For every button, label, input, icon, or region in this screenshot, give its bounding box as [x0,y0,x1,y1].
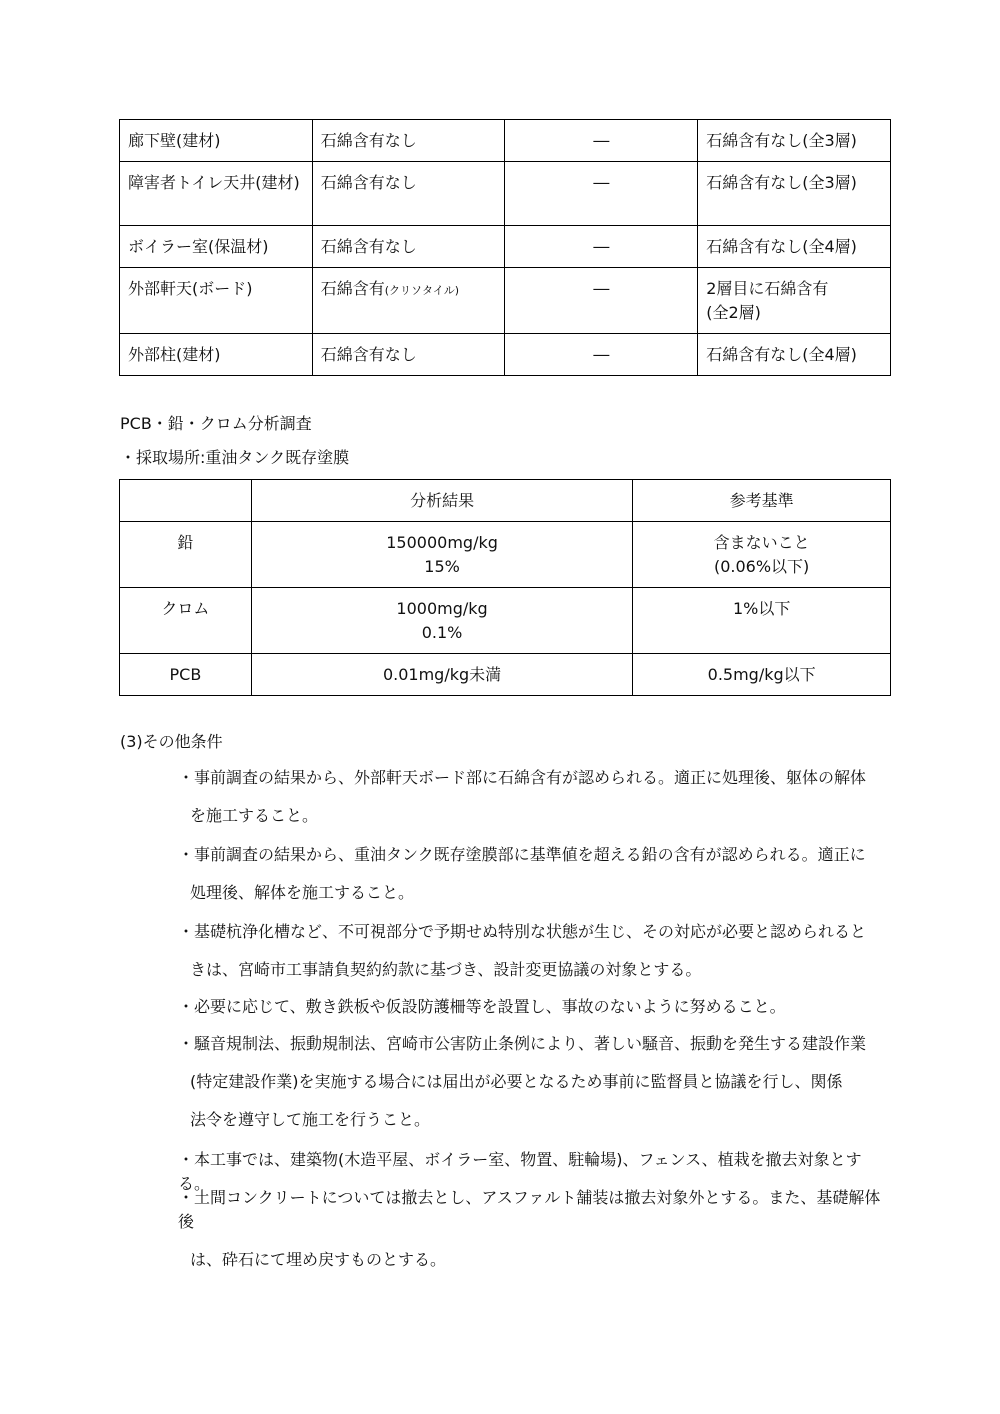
cell-location: 障害者トイレ天井(建材) [120,162,313,226]
cell-detail: 石綿含有なし(全3層) [698,120,891,162]
condition-line: ・騒音規制法、振動規制法、宮崎市公害防止条例により、著しい騒音、振動を発生する建設作業 [178,1034,867,1053]
cell-result [251,522,632,588]
analysis-table [119,479,891,696]
standard-line1: 0.5mg/kg以下 [707,665,816,684]
standard-line1: 含まないこと [713,533,810,552]
cell-result [312,268,505,334]
cell-location: 廊下壁(建材) [120,120,313,162]
cell-result: 石綿含有なし [312,226,505,268]
cell-result: 石綿含有なし [312,334,505,376]
result-line2: 0.1% [421,623,463,642]
header-empty [120,480,252,522]
cell-standard [633,588,891,654]
cell-note: ― [505,120,698,162]
pcb-section-title: PCB・鉛・クロム分析調査 [120,414,312,433]
cell-note: ― [505,268,698,334]
cell-item: PCB [120,654,252,696]
condition-line: ・事前調査の結果から、重油タンク既存塗膜部に基準値を超える鉛の含有が認められる。適正に [178,845,866,864]
standard-line2: (0.06%以下) [713,557,810,576]
result-line1: 150000mg/kg [386,533,498,552]
table-row [120,522,891,588]
condition-item [178,920,890,982]
header-result: 分析結果 [251,480,632,522]
table-row [120,162,891,226]
table-row [120,268,891,334]
cell-detail: 石綿含有なし(全3層) [698,162,891,226]
cell-result [251,588,632,654]
result-line1: 0.01mg/kg未満 [382,665,502,684]
cell-result [251,654,632,696]
other-conditions-title: (3)その他条件 [120,732,223,751]
cell-result: 石綿含有なし [312,120,505,162]
standard-line1: 1%以下 [732,599,791,618]
cell-note: ― [505,226,698,268]
condition-line: を施工すること。 [190,806,319,825]
condition-line: ・必要に応じて、敷き鉄板や仮設防護柵等を設置し、事故のないように努めること。 [178,997,786,1016]
cell-note: ― [505,162,698,226]
condition-item [178,995,890,1019]
table-row [120,588,891,654]
asbestos-table [119,119,891,376]
condition-item [178,1186,890,1272]
condition-line: (特定建設作業)を実施する場合には届出が必要となるため事前に監督員と協議を行し、関係 [190,1072,843,1091]
result-subtext: (クリソタイル) [384,284,460,297]
cell-note: ― [505,334,698,376]
cell-item: 鉛 [120,522,252,588]
condition-line: ・基礎杭浄化槽など、不可視部分で予期せぬ特別な状態が生じ、その対応が必要と認められると [178,922,867,941]
result-text: 石綿含有 [320,279,385,298]
condition-line: 法令を遵守して施工を行うこと。 [190,1110,431,1129]
cell-standard [633,654,891,696]
table-row [120,120,891,162]
cell-location: 外部軒天(ボード) [120,268,313,334]
detail-line2: (全2層) [706,303,761,322]
sampling-location: ・採取場所:重油タンク既存塗膜 [120,448,350,467]
cell-location: 外部柱(建材) [120,334,313,376]
cell-detail: 石綿含有なし(全4層) [698,226,891,268]
condition-line: ・本工事では、建築物(木造平屋、ボイラー室、物置、駐輪場)、フェンス、植栽を撤去対象とする。 [178,1150,862,1193]
cell-detail [698,268,891,334]
cell-detail: 石綿含有なし(全4層) [698,334,891,376]
cell-location: ボイラー室(保温材) [120,226,313,268]
result-line1: 1000mg/kg [396,599,488,618]
condition-line: 処理後、解体を施工すること。 [190,883,415,902]
condition-item [178,1032,890,1132]
condition-item [178,766,890,828]
cell-result: 石綿含有なし [312,162,505,226]
condition-line: ・事前調査の結果から、外部軒天ボード部に石綿含有が認められる。適正に処理後、躯体の解体 [178,768,867,787]
result-line2: 15% [424,557,460,576]
condition-line: は、砕石にて埋め戻すものとする。 [190,1250,447,1269]
condition-line: ・土間コンクリートについては撤去とし、アスファルト舗装は撤去対象外とする。また、基礎解体後 [178,1188,881,1231]
cell-item: クロム [120,588,252,654]
table-header-row [120,480,891,522]
condition-item [178,843,890,905]
header-standard: 参考基準 [633,480,891,522]
table-row [120,334,891,376]
table-row [120,226,891,268]
cell-standard [633,522,891,588]
condition-line: きは、宮崎市工事請負契約約款に基づき、設計変更協議の対象とする。 [190,960,702,979]
detail-line1: 2層目に石綿含有 [706,279,829,298]
table-row [120,654,891,696]
